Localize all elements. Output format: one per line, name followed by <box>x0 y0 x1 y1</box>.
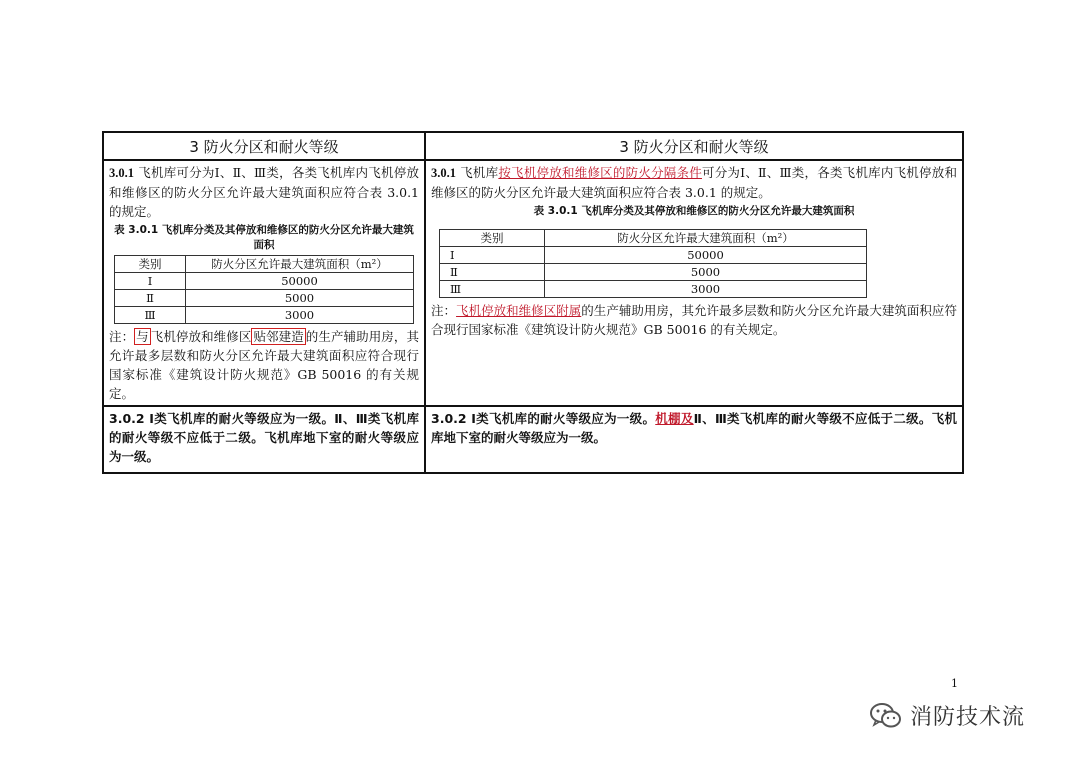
header-row <box>103 132 963 160</box>
right-clause-302-cell <box>425 406 963 473</box>
watermark-text: 消防技术流 <box>910 705 1026 730</box>
note-prefix: 注： <box>431 303 457 318</box>
left-clause-302-cell <box>103 406 425 473</box>
note-text: 的生产辅助用房，其允许最多层数和防火分区允许最大建筑面积应符合现行国家标准《建筑设计防火规范》GB 50016 的有关规定。 <box>109 329 419 401</box>
clause-number: 3.0.1 <box>431 166 456 180</box>
left-clause-301 <box>109 163 419 221</box>
table-header-cell: 防火分区允许最大建筑面积（m²） <box>545 230 867 247</box>
table-cell: 50000 <box>545 247 867 264</box>
comparison-table <box>102 131 964 474</box>
note-text: 飞机停放和维修区 <box>150 329 252 344</box>
table-cell: Ⅰ <box>115 273 186 290</box>
left-area-table <box>114 255 414 324</box>
clause-text: 可分为Ⅰ、Ⅱ、Ⅲ类，各类飞机库内飞机停放和维修区的防火分区允许最大建筑面积应符合表 3.0.1 的规定。 <box>431 165 957 200</box>
left-clause-301-cell <box>103 160 425 406</box>
table-row <box>115 273 414 290</box>
watermark <box>868 700 1025 731</box>
table-cell: Ⅲ <box>115 307 186 324</box>
table-row <box>115 290 414 307</box>
inserted-text: 机棚及 <box>655 411 694 426</box>
table-cell: Ⅲ <box>440 281 545 298</box>
clause-text: 飞机库 <box>456 165 499 180</box>
table-row <box>115 307 414 324</box>
right-area-table <box>439 229 867 298</box>
clause-302-row <box>103 406 963 473</box>
table-header-cell: 类别 <box>440 230 545 247</box>
inserted-text: 飞机停放和维修区附属 <box>456 303 582 318</box>
wechat-icon <box>868 701 904 731</box>
table-cell: Ⅰ <box>440 247 545 264</box>
table-row <box>440 264 867 281</box>
left-note <box>109 327 419 403</box>
table-cell: 5000 <box>545 264 867 281</box>
table-cell: 3000 <box>186 307 414 324</box>
deleted-text-box: 与 <box>136 329 149 344</box>
deleted-text-box: 贴邻建造 <box>253 329 304 344</box>
table-cell: 3000 <box>545 281 867 298</box>
left-table-caption: 表 3.0.1 飞机库分类及其停放和维修区的防火分区允许最大建筑面积 <box>114 224 414 251</box>
table-cell: Ⅱ <box>115 290 186 307</box>
right-header: 3 防火分区和耐火等级 <box>425 132 963 160</box>
page-number: 1 <box>951 677 958 690</box>
table-header-row <box>440 230 867 247</box>
clause-number: 3.0.1 <box>109 166 134 180</box>
right-table-caption: 表 3.0.1 飞机库分类及其停放和维修区的防火分区允许最大建筑面积 <box>533 205 855 217</box>
right-note <box>431 301 957 339</box>
clause-text: 飞机库可分为Ⅰ、Ⅱ、Ⅲ类，各类飞机库内飞机停放和维修区的防火分区允许最大建筑面积应符合表 3.0.1 的规定。 <box>109 165 419 219</box>
clause-text: Ⅱ、Ⅲ类飞机库的耐火等级不应低于二级。飞机库地下室的耐火等级应为一级。 <box>431 411 957 445</box>
table-header-cell: 防火分区允许最大建筑面积（m²） <box>186 256 414 273</box>
note-text: 的生产辅助用房，其允许最多层数和防火分区允许最大建筑面积应符合现行国家标准《建筑设计防火规范》GB 50016 的有关规定。 <box>431 303 957 337</box>
clause-text: Ⅰ类飞机库的耐火等级应为一级。 <box>466 411 656 426</box>
clause-text: Ⅰ类飞机库的耐火等级应为一级。Ⅱ、Ⅲ类飞机库的耐火等级不应低于二级。飞机库地下室的耐火等级应为一级。 <box>109 411 419 464</box>
table-header-row <box>115 256 414 273</box>
table-cell: 5000 <box>186 290 414 307</box>
note-prefix: 注： <box>109 329 135 344</box>
right-clause-301-cell <box>425 160 963 406</box>
left-clause-302 <box>109 409 419 466</box>
right-clause-302 <box>431 409 957 447</box>
table-cell: 50000 <box>186 273 414 290</box>
left-header: 3 防火分区和耐火等级 <box>103 132 425 160</box>
clause-number: 3.0.2 <box>431 411 467 426</box>
table-header-cell: 类别 <box>115 256 186 273</box>
clause-301-row <box>103 160 963 406</box>
table-cell: Ⅱ <box>440 264 545 281</box>
inserted-text: 按飞机停放和维修区的防火分隔条件 <box>498 165 702 180</box>
right-clause-301 <box>431 163 957 202</box>
table-row <box>440 247 867 264</box>
table-row <box>440 281 867 298</box>
clause-number: 3.0.2 <box>109 411 145 426</box>
